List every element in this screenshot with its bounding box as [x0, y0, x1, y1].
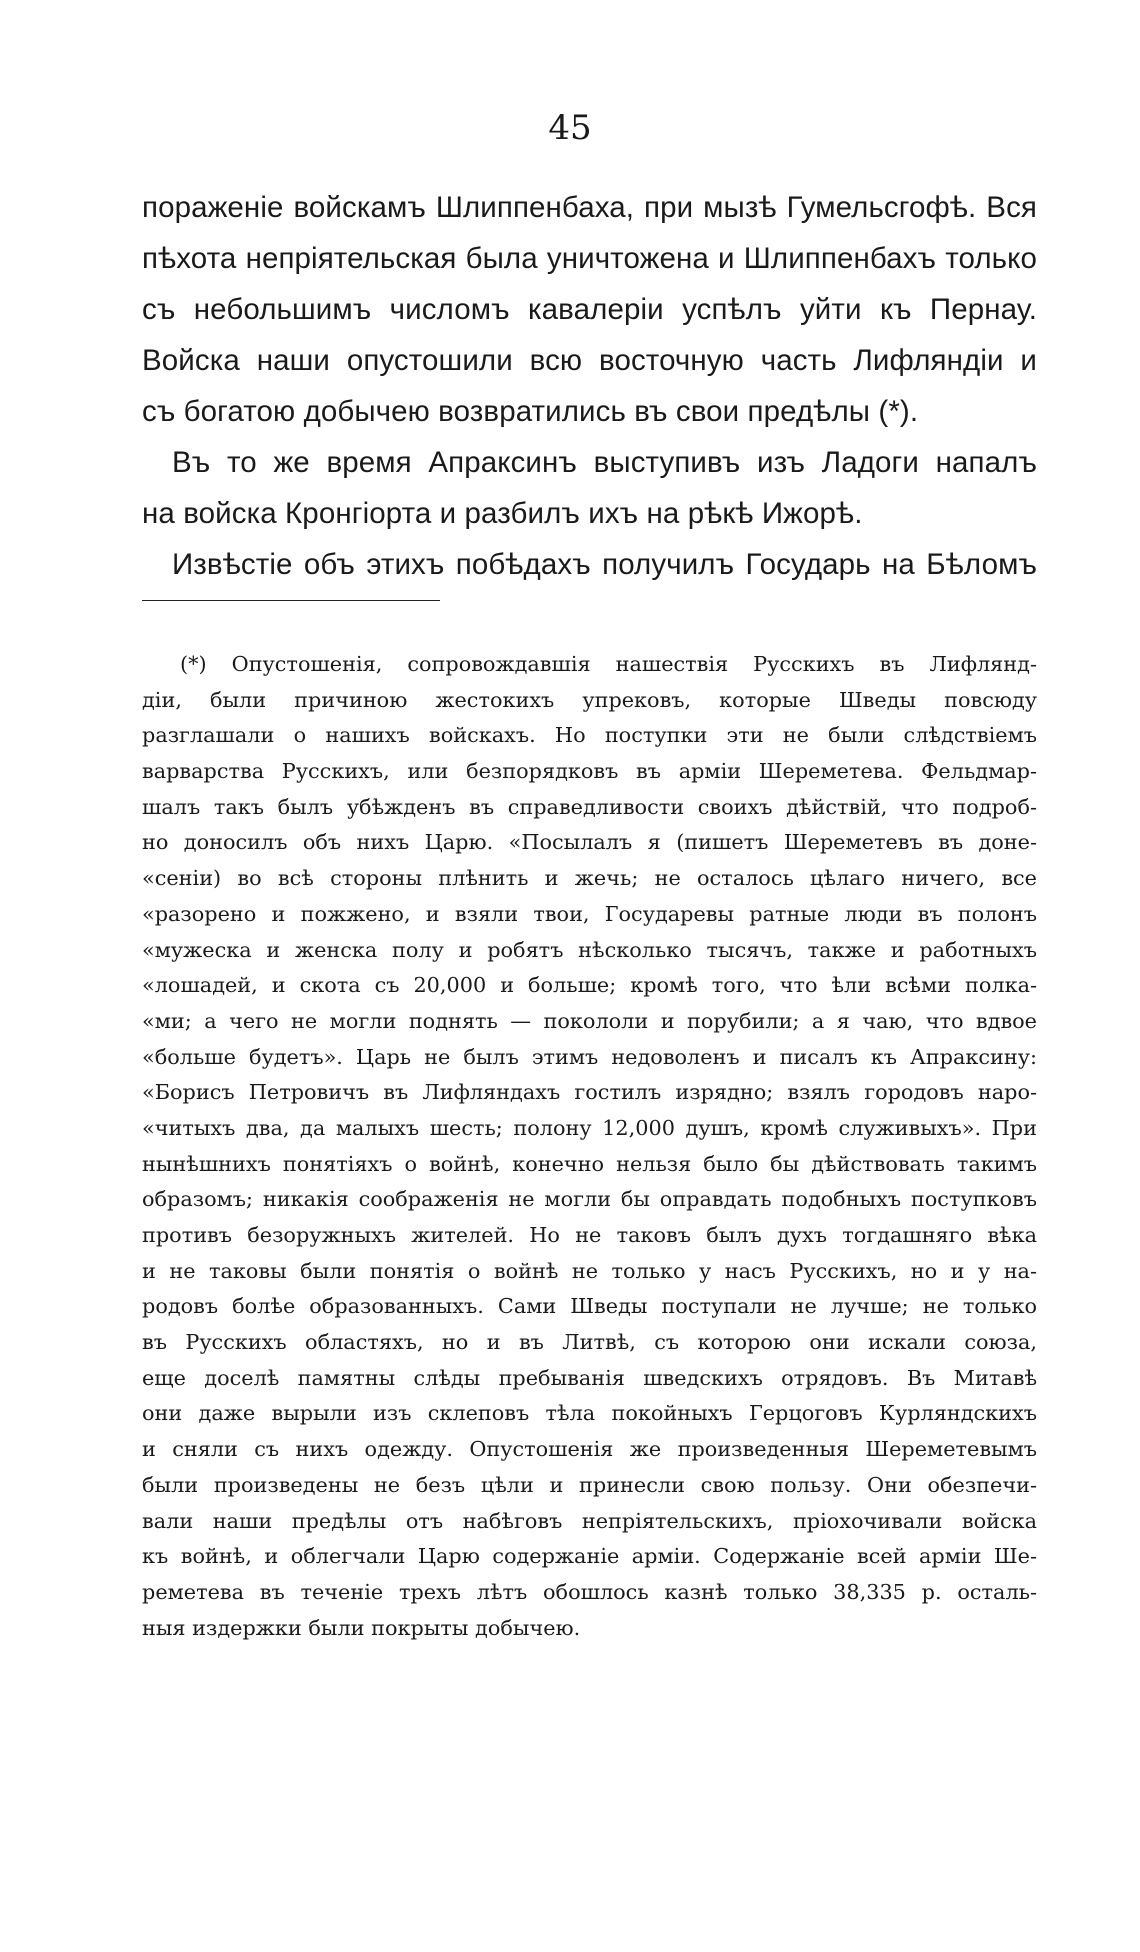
footnote-line: разглашали о нашихъ войскахъ. Но поступки эти не были слѣдствіемъ: [142, 723, 1037, 748]
main-text-line: пораженіе войскамъ Шлиппенбаха, при мызѣ Гумельсгофѣ. Вся: [142, 191, 1037, 224]
footnote-line: «мужеска и женска полу и робятъ нѣсколько тысячъ, также и работныхъ: [142, 937, 1037, 962]
main-text-line: пѣхота непріятельская была уничтожена и Шлиппенбахъ только: [142, 242, 1037, 275]
main-text-line: съ небольшимъ числомъ кавалеріи успѣлъ уйти къ Пернау.: [142, 293, 1037, 326]
footnote-line: въ Русскихъ областяхъ, но и въ Литвѣ, съ которою они искали союза,: [142, 1330, 1037, 1355]
footnote-line: «сеніи) во всѣ стороны плѣнить и жечь; не осталось цѣлаго ничего, все: [142, 866, 1037, 891]
main-text-line: Извѣстіе объ этихъ побѣдахъ получилъ Государь на Бѣломъ: [172, 548, 1037, 581]
main-text: [142, 182, 1037, 590]
page-number: 45: [548, 108, 592, 148]
footnote-line: «лошадей, и скота съ 20,000 и больше; кромѣ того, что ѣли всѣми полка-: [142, 973, 1037, 998]
footnote-line: еще доселѣ памятны слѣды пребыванія шведскихъ отрядовъ. Въ Митавѣ: [142, 1365, 1037, 1390]
footnote-line: противъ безоружныхъ жителей. Но не таковъ былъ духъ тогдашняго вѣка: [142, 1223, 1037, 1247]
main-text-line: Войска наши опустошили всю восточную часть Лифляндіи и: [142, 344, 1037, 377]
footnote-line: реметева въ теченіе трехъ лѣтъ обошлось казнѣ только 38,335 р. осталь-: [142, 1579, 1037, 1604]
main-text-line: съ богатою добычею возвратились въ свои предѣлы (*).: [142, 395, 919, 428]
footnote-line: они даже вырыли изъ склеповъ тѣла покойныхъ Герцоговъ Курляндскихъ: [142, 1401, 1037, 1426]
footnote-line: образомъ; никакія соображенія не могли бы оправдать подобныхъ поступковъ: [142, 1187, 1037, 1212]
footnote-line: «ми; а чего не могли поднять — покололи и порубили; а я чаю, что вдвое: [142, 1008, 1037, 1033]
footnote-line: варварства Русскихъ, или безпорядковъ въ арміи Шереметева. Фельдмар-: [142, 759, 1037, 784]
footnote-line: нынѣшнихъ понятіяхъ о войнѣ, конечно нельзя было бы дѣйствовать такимъ: [142, 1151, 1037, 1176]
footnote-line: и сняли съ нихъ одежду. Опустошенія же произведенныя Шереметевымъ: [142, 1437, 1037, 1462]
footnote-line: къ войнѣ, и облегчали Царю содержаніе арміи. Содержаніе всей арміи Ше-: [142, 1544, 1037, 1569]
footnote-line: «читыхъ два, да малыхъ шесть; полону 12,000 душъ, кромѣ служивыхъ». При: [142, 1115, 1037, 1140]
footnote-line: «Борисъ Петровичъ въ Лифляндахъ гостилъ изрядно; взялъ городовъ наро-: [142, 1080, 1037, 1105]
footnote-line: ныя издержки были покрыты добычею.: [142, 1615, 581, 1640]
main-text-line: на войска Кронгіорта и разбилъ ихъ на рѣкѣ Ижорѣ.: [142, 497, 863, 530]
footnote-line: «разорено и пожжено, и взяли твои, Государевы ратные люди въ полонъ: [142, 901, 1037, 926]
footnote-line: были произведены не безъ цѣли и принесли свою пользу. Они обезпечи-: [142, 1472, 1037, 1497]
footnote-line: діи, были причиною жестокихъ упрековъ, которые Шведы повсюду: [142, 687, 1037, 712]
footnote-line: шалъ такъ былъ убѣжденъ въ справедливости своихъ дѣйствій, что подроб-: [142, 794, 1037, 819]
footnote-line: и не таковы были понятія о войнѣ не только у насъ Русскихъ, но и у на-: [142, 1258, 1037, 1283]
footnote-rule: [142, 600, 440, 601]
footnote-line: «больше будетъ». Царь не былъ этимъ недоволенъ и писалъ къ Апраксину:: [142, 1044, 1037, 1069]
footnote-line: (*) Опустошенія, сопровождавшія нашествія Русскихъ въ Лифлянд-: [180, 652, 1037, 676]
footnote-line: родовъ болѣе образованныхъ. Сами Шведы поступали не лучше; не только: [142, 1294, 1037, 1319]
footnote: [142, 647, 1037, 1646]
footnote-line: но доносилъ объ нихъ Царю. «Посылалъ я (пишетъ Шереметевъ въ доне-: [142, 830, 1037, 855]
footnote-line: вали наши предѣлы отъ набѣговъ непріятельскихъ, пріохочивали войска: [142, 1508, 1037, 1533]
main-text-line: Въ то же время Апраксинъ выступивъ изъ Ладоги напалъ: [172, 446, 1037, 479]
